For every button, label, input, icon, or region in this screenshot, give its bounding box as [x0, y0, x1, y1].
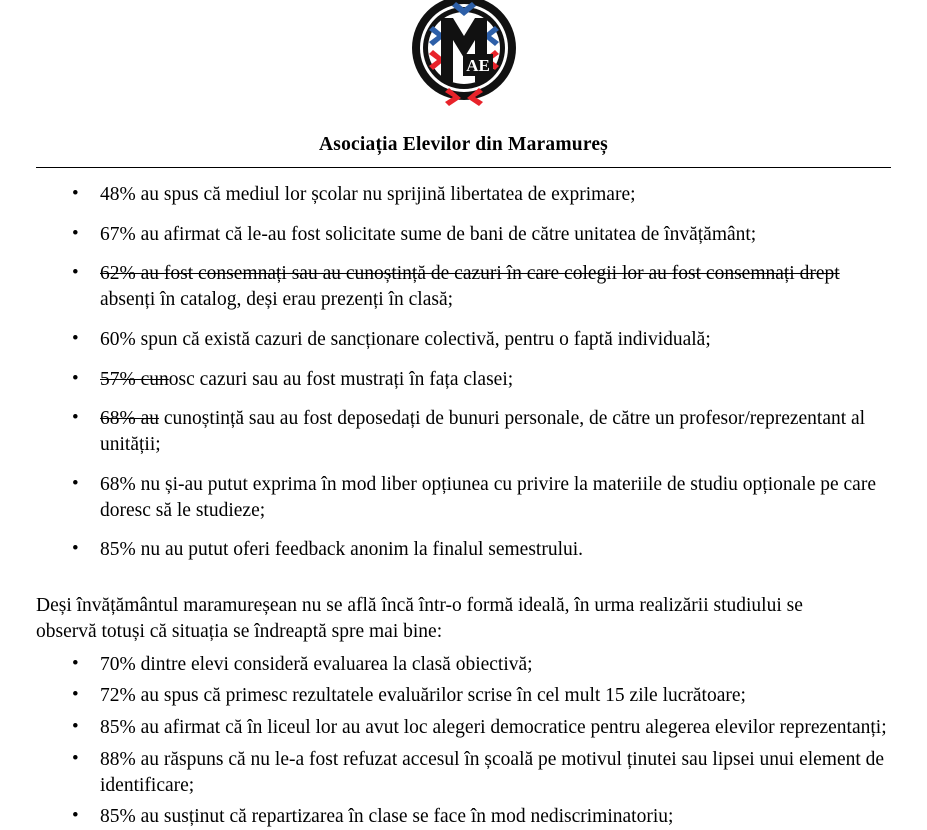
logo-letters-ae: AE — [465, 56, 490, 75]
list-item — [36, 715, 891, 741]
list-item — [36, 472, 891, 523]
organization-title: Asociația Elevilor din Maramureș — [319, 134, 608, 155]
transition-paragraph: Deși învățământul maramureșean nu se află încă într-o formă ideală, în urma realizării studiului se observă totuși că situația se îndreaptă spre mai bine: — [36, 595, 803, 643]
list-item-text: 48% au spus că mediul lor școlar nu sprijină libertatea de exprimare; — [100, 184, 636, 205]
list-item — [36, 683, 891, 709]
list-item — [36, 367, 891, 393]
document-body — [0, 182, 927, 830]
list-item-text: 72% au spus că primesc rezultatele evaluărilor scrise în cel mult 15 zile lucrătoare; — [100, 685, 746, 707]
list-item-text: 85% au afirmat că în liceul lor au avut loc alegeri democratice pentru alegerea elevilor reprezentanți; — [100, 717, 887, 739]
list-item-text: cunoștință sau au fost deposedați de bunuri personale, de către un profesor/reprezentant al unității; — [100, 408, 866, 456]
list-item — [36, 261, 891, 312]
list-item-text: 85% au susținut că repartizarea în clase se face în mod nediscriminatoriu; — [100, 806, 674, 828]
list-item-text: 60% spun că există cazuri de sancționare colectivă, pentru o faptă individuală; — [100, 328, 711, 350]
list-item-struck-text: 57% cun — [100, 368, 169, 390]
list-item — [36, 804, 891, 830]
list-item-text: 88% au răspuns că nu le-a fost refuzat accesul în școală pe motivul ținutei sau lipsei unui element de identificare; — [100, 748, 885, 796]
list-item — [36, 406, 891, 457]
list-item-text: absenți în catalog, deși erau prezenți în clasă; — [100, 289, 454, 311]
list-item — [36, 327, 891, 353]
list-item-text: osc cazuri sau au fost mustrați în fața clasei; — [168, 368, 514, 390]
list-item — [36, 747, 891, 798]
negative-findings-list — [36, 182, 891, 563]
list-item-text: 68% nu și-au putut exprima în mod liber opțiunea cu privire la materiile de studiu opționale pe care doresc să le studieze; — [100, 473, 876, 521]
list-item-text: 67% au afirmat că le-au fost solicitate sume de bani de către unitatea de învățământ; — [100, 223, 757, 245]
positive-findings-list — [36, 652, 891, 830]
logo-container — [0, 0, 927, 112]
header-divider — [36, 167, 891, 168]
list-item — [36, 537, 891, 563]
list-item — [36, 222, 891, 248]
list-item — [36, 652, 891, 678]
list-item — [36, 182, 891, 208]
mae-association-logo — [389, 0, 539, 108]
list-item-text: 70% dintre elevi consideră evaluarea la clasă obiectivă; — [100, 653, 533, 675]
list-item-struck-text: 68% au — [100, 408, 160, 430]
list-item-text: 85% nu au putut oferi feedback anonim la finalul semestrului. — [100, 539, 584, 561]
list-item-struck-text: 62% au fost consemnați sau au cunoștință de cazuri în care colegii lor au fost consemnați drept — [100, 263, 840, 285]
